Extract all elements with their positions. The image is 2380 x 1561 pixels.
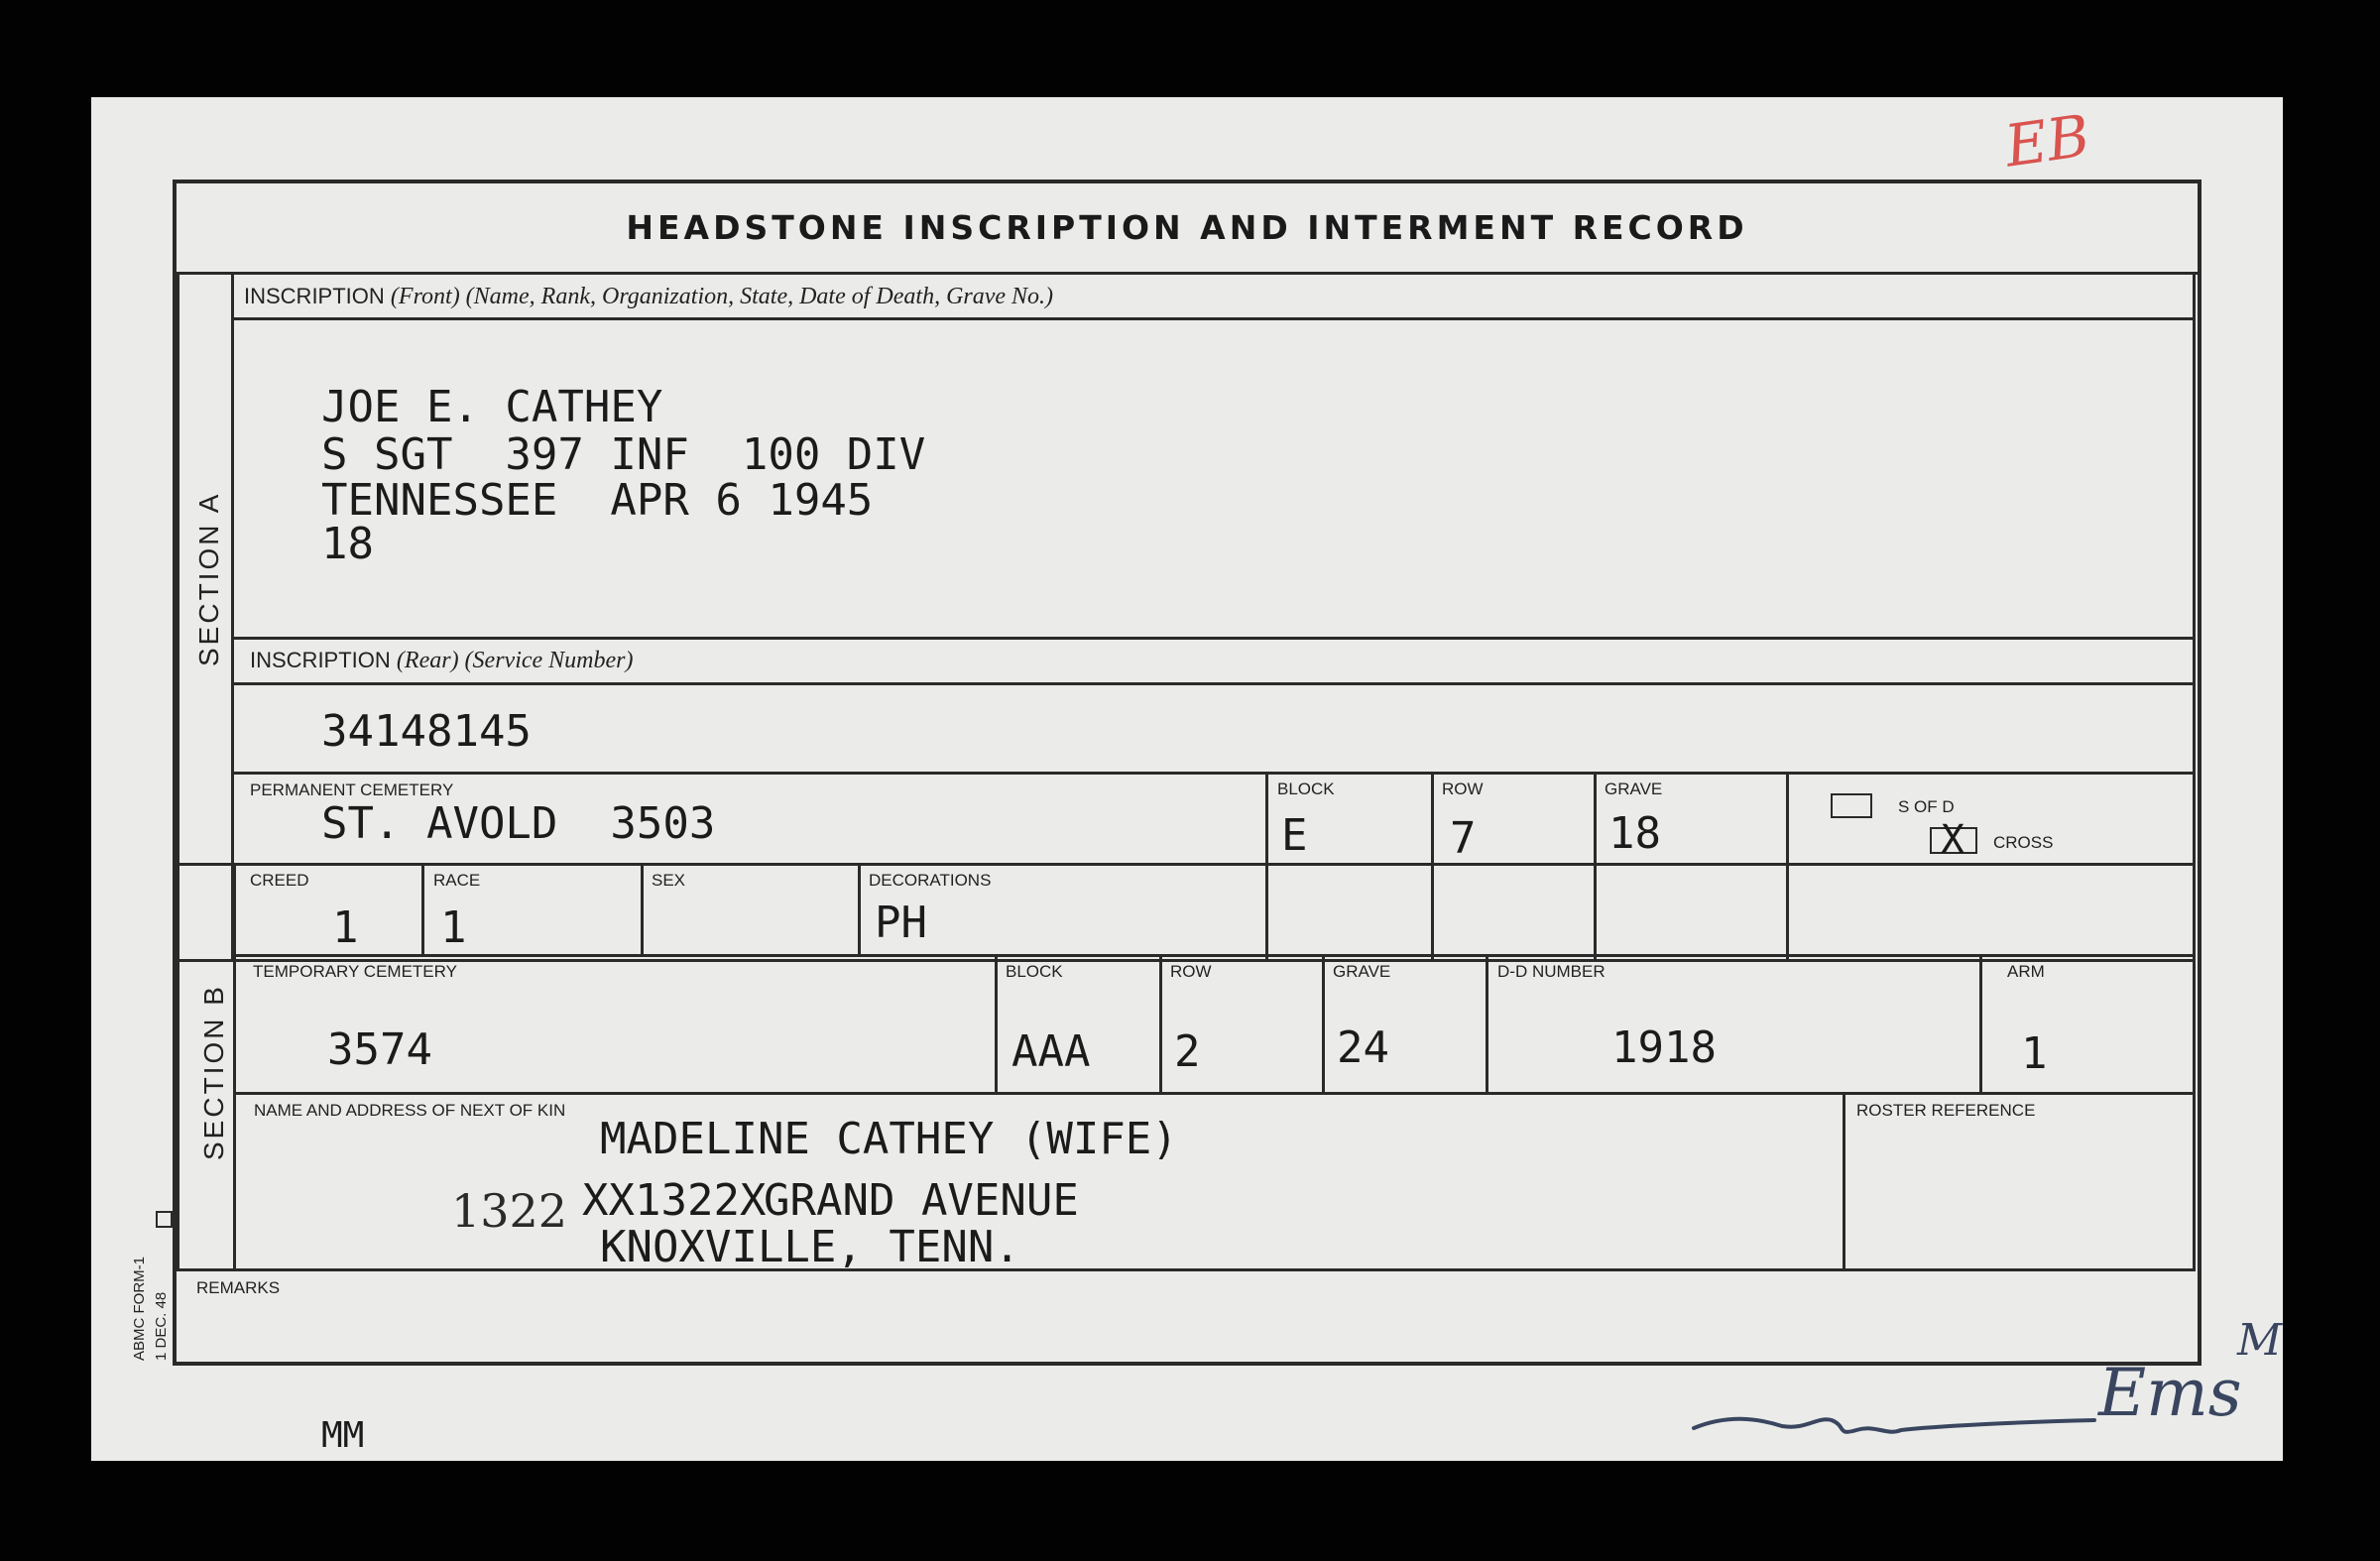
signature-right: Ems [2098,1355,2242,1431]
block-label: BLOCK [1277,780,1335,798]
temp-row-value: 2 [1174,1026,1201,1077]
grave-label: GRAVE [1605,780,1663,798]
rear-top-divider [234,637,2193,640]
creed-divider [421,863,424,955]
arm-value: 1 [2021,1028,2048,1079]
s-of-d-label: S OF D [1898,797,1955,816]
temp-grave-divider [1322,954,1325,1093]
bottom-initials: MM [321,1415,365,1456]
section-a-gutter [231,272,234,962]
next-of-kin-label: NAME AND ADDRESS OF NEXT OF KIN [254,1101,566,1120]
form-id-line-1: ABMC FORM-1 [131,1257,148,1361]
temporary-cemetery: 3574 [327,1024,432,1075]
temp-grave-label: GRAVE [1333,962,1391,981]
row-label: ROW [1442,780,1484,798]
block-value: E [1281,810,1308,861]
inscription-rear-label: INSCRIPTION (Rear) (Service Number) [250,648,634,673]
temp-block-divider [995,954,998,1093]
temp-block-label: BLOCK [1006,962,1063,981]
inscription-front-line-4: 18 [321,519,374,569]
section-a-box [177,272,2196,962]
roster-reference-label: ROSTER REFERENCE [1856,1101,2036,1120]
race-label: RACE [433,871,481,890]
inscription-front-line-3: TENNESSEE APR 6 1945 [321,475,874,526]
front-label-divider [234,317,2193,320]
cross-label: CROSS [1993,833,2054,852]
grave-value: 18 [1608,808,1661,859]
creed-value: 1 [332,902,359,953]
corner-mark: EB [2000,101,2094,180]
sex-divider [858,863,861,955]
s-of-d-checkbox[interactable] [1831,793,1872,818]
address-city: KNOXVILLE, TENN. [600,1222,1020,1272]
next-of-kin-name: MADELINE CATHEY (WIFE) [600,1114,1178,1164]
race-value: 1 [440,902,467,953]
dd-number-label: D-D NUMBER [1497,962,1606,981]
section-b-gutter [233,863,236,1271]
dd-number-divider [1486,954,1488,1093]
form-id-line-2: 1 DEC. 48 [153,1291,170,1361]
inscription-front-line-2: S SGT 397 INF 100 DIV [321,429,926,480]
cross-check-mark: X [1941,817,1965,863]
record-card [91,97,2283,1461]
decorations-label: DECORATIONS [869,871,992,890]
arm-divider [1979,954,1982,1093]
temp-block-value: AAA [1012,1026,1091,1077]
roster-divider [1843,1092,1845,1271]
inscription-front-label: INSCRIPTION (Front) (Name, Rank, Organization, State, Date of Death, Grave No.) [244,284,1054,309]
address-struck-out: XX1322X [582,1175,767,1226]
remarks-label: REMARKS [196,1278,281,1297]
inscription-front-line-1: JOE E. CATHEY [321,382,663,432]
signature-scribble [1688,1386,2104,1456]
form-title: HEADSTONE INSCRIPTION AND INTERMENT RECORD [626,208,1748,247]
service-number: 34148145 [321,706,532,757]
race-divider [641,863,644,955]
section-b-label: SECTION B [198,984,229,1160]
cemetery-row-divider [234,772,2193,775]
address-street: GRAND AVENUE [764,1175,1079,1226]
temporary-cemetery-label: TEMPORARY CEMETERY [253,962,457,981]
decorations-value: PH [875,898,927,948]
dd-number-value: 1918 [1611,1022,1717,1073]
sex-label: SEX [652,871,686,890]
temp-row-label: ROW [1170,962,1212,981]
signature-edge: M [2237,1315,2283,1366]
permanent-cemetery-label: PERMANENT CEMETERY [250,780,454,799]
row-value: 7 [1450,813,1477,864]
temp-row-col-divider [1159,954,1162,1093]
rear-label-divider [234,682,2193,685]
kin-row-divider [236,1092,2193,1095]
address-handwritten-number: 1322 [451,1184,568,1238]
arm-label: ARM [2007,962,2045,981]
temp-grave-value: 24 [1337,1022,1389,1073]
section-a-label: SECTION A [193,491,224,666]
permanent-cemetery: ST. AVOLD 3503 [321,798,716,849]
temp-row-divider [236,954,2193,957]
creed-label: CREED [250,871,309,890]
form-id-checkbox[interactable] [156,1211,173,1228]
form-id [129,1257,173,1361]
